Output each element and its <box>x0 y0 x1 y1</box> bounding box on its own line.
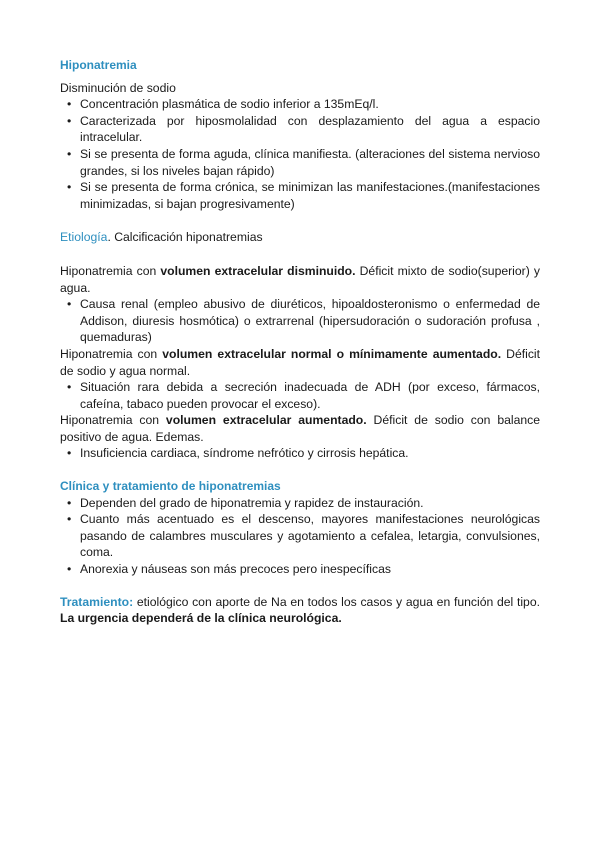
text-span: etiológico con aporte de Na en todos los casos y agua en función del tipo. <box>133 594 540 609</box>
text-span: Hiponatremia con <box>60 263 161 278</box>
tratamiento-paragraph <box>60 594 540 627</box>
text-span: Hiponatremia con <box>60 346 163 361</box>
bold-term: volumen extracelular normal o mínimamente aumentado. <box>162 346 502 361</box>
list-item: • Dependen del grado de hiponatremia y rapidez de instauración. <box>80 495 540 512</box>
tratamiento-label: Tratamiento: <box>60 594 134 609</box>
list-item: • Situación rara debida a secreción inadecuada de ADH (por exceso, fármacos, cafeína, tabaco pueden provocar el exceso). <box>80 379 540 412</box>
etiology-aumentado-paragraph <box>60 412 540 445</box>
list-item: • Si se presenta de forma crónica, se minimizan las manifestaciones.(manifestaciones minimizadas, si bajan progresivamente) <box>80 179 540 212</box>
section-title-hiponatremia: Hiponatremia <box>60 58 137 72</box>
hiponatremia-bullet-list <box>60 96 540 212</box>
text-span: Hiponatremia con <box>60 413 166 428</box>
bold-term: volumen extracelular disminuido. <box>160 263 356 278</box>
etiology-heading <box>60 229 540 246</box>
clinica-bullet-list <box>60 495 540 578</box>
list-item: • Causa renal (empleo abusivo de diuréticos, hipoaldosteronismo o enfermedad de Addison, diuresis hosmótica) o extrarrenal (hipersudoración o sudoración profusa , quemaduras) <box>80 296 540 346</box>
text-span: Déficit de sodio con balance positivo de agua. Edemas. <box>60 413 541 444</box>
list-item: • Anorexia y náuseas son más precoces pero inespecíficas <box>80 561 540 578</box>
section-title-clinica: Clínica y tratamiento de hiponatremias <box>60 479 281 494</box>
normal-bullet-list <box>60 379 540 412</box>
bold-term: volumen extracelular aumentado. <box>165 413 367 428</box>
etiology-disminuido-paragraph <box>60 263 540 296</box>
text-span: Déficit mixto de sodio(superior) y agua. <box>60 263 540 295</box>
list-item: • Si se presenta de forma aguda, clínica manifiesta. (alteraciones del sistema nervioso grandes, si los niveles bajan rápido) <box>80 146 540 179</box>
text-span: Déficit de sodio y agua normal. <box>60 346 541 378</box>
list-item: • Concentración plasmática de sodio inferior a 135mEq/l. <box>80 96 540 113</box>
list-item: • Caracterizada por hiposmolalidad con desplazamiento del agua a espacio intracelular. <box>80 113 540 146</box>
aumentado-bullet-list <box>60 445 540 462</box>
etiology-rest: . Calcificación hiponatremias <box>107 230 263 245</box>
bold-term: La urgencia dependerá de la clínica neurológica. <box>60 611 342 626</box>
list-item: • Insuficiencia cardiaca, síndrome nefrótico y cirrosis hepática. <box>80 445 540 462</box>
etiology-label: Etiología <box>60 230 108 245</box>
section-subtitle: Disminución de sodio <box>60 80 176 95</box>
disminuido-bullet-list <box>60 296 540 346</box>
etiology-normal-paragraph <box>60 346 540 379</box>
list-item: • Cuanto más acentuado es el descenso, mayores manifestaciones neurológicas pasando de calambres musculares y agotamiento a cefalea, letargia, convulsiones, coma. <box>80 511 540 561</box>
